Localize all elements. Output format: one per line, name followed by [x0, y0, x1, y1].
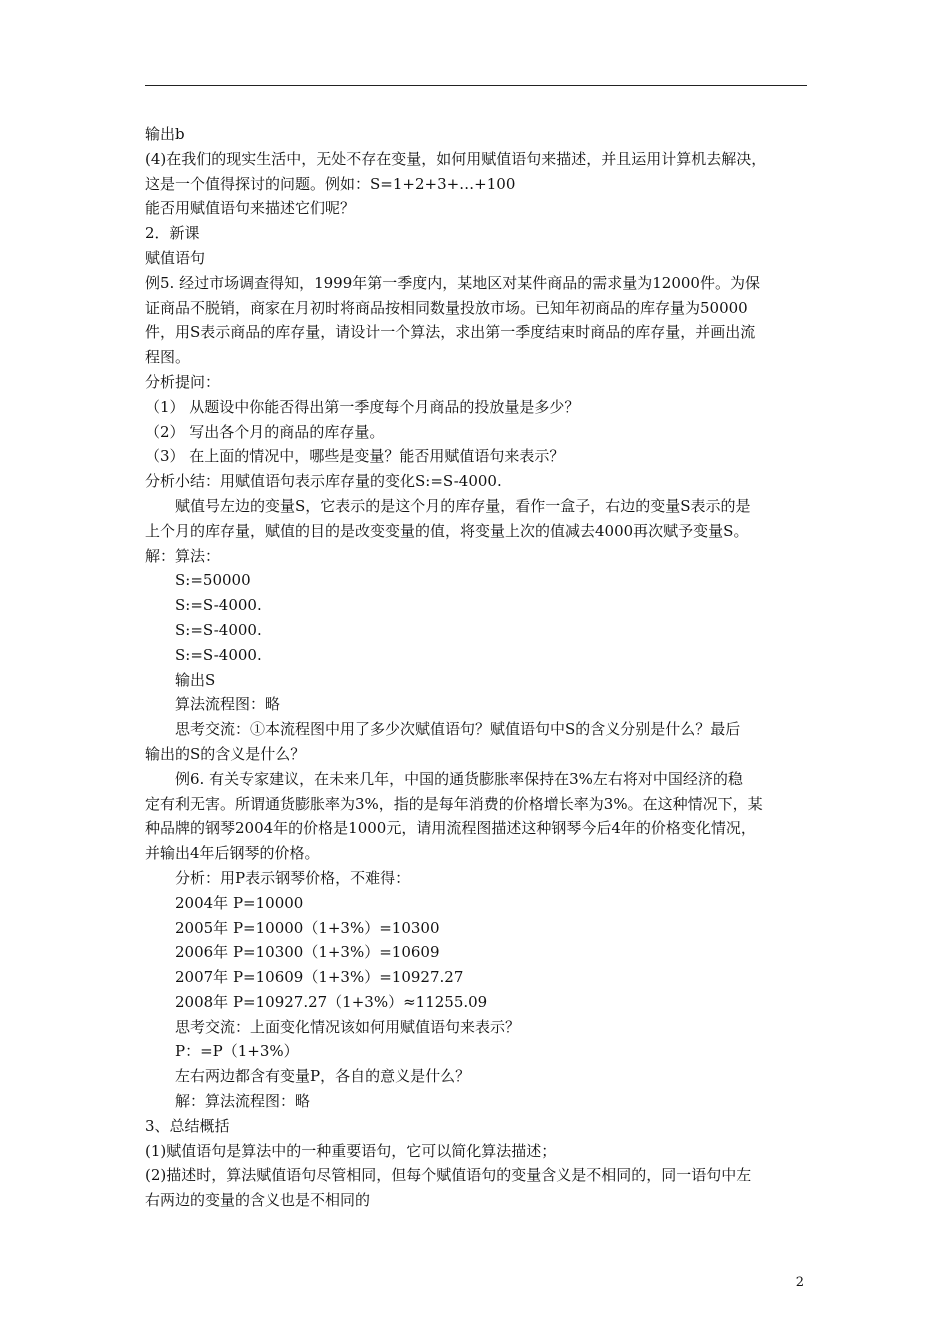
text-line: 赋值号左边的变量S，它表示的是这个月的库存量，看作一盒子，右边的变量S表示的是 — [175, 496, 751, 515]
text-line: 2005年 P=10000（1+3%）=10300 — [175, 918, 440, 937]
text-line: (1)赋值语句是算法中的一种重要语句，它可以简化算法描述； — [145, 1141, 557, 1160]
text-line: （3） 在上面的情况中，哪些是变量？能否用赋值语句来表示？ — [145, 447, 565, 466]
text-line: S:=S-4000. — [175, 645, 262, 664]
text-line: 输出S — [175, 670, 216, 689]
text-line: 2008年 P=10927.27（1+3%）≈11255.09 — [175, 992, 488, 1011]
text-line: 种品牌的钢琴2004年的价格是1000元，请用流程图描述这种钢琴今后4年的价格变化情况， — [145, 819, 756, 838]
text-line: S:=50000 — [175, 571, 251, 590]
text-line: 右两边的变量的含义也是不相同的 — [145, 1191, 371, 1210]
document-body — [145, 122, 815, 1213]
text-line: （2） 写出各个月的商品的库存量。 — [145, 422, 385, 441]
text-line: 分析提问： — [145, 372, 221, 391]
text-line: 算法流程图：略 — [175, 695, 281, 714]
text-line: 能否用赋值语句来描述它们呢？ — [145, 199, 356, 218]
text-line: 程图。 — [145, 348, 191, 367]
text-line: 2004年 P=10000 — [175, 893, 304, 912]
text-line: 2006年 P=10300（1+3%）=10609 — [175, 943, 440, 962]
text-line: 解：算法： — [145, 546, 221, 565]
text-line: 例6. 有关专家建议，在未来几年，中国的通货膨胀率保持在3%左右将对中国经济的稳 — [175, 769, 743, 788]
text-line: (2)描述时，算法赋值语句尽管相同，但每个赋值语句的变量含义是不相同的，同一语句中左 — [145, 1166, 752, 1185]
text-line: 件，用S表示商品的库存量，请设计一个算法，求出第一季度结束时商品的库存量，并画出流 — [145, 323, 756, 342]
text-line: 证商品不脱销，商家在月初时将商品按相同数量投放市场。已知年初商品的库存量为50000 — [145, 298, 748, 317]
text-line: P：=P（1+3%） — [175, 1042, 299, 1061]
text-line: (4)在我们的现实生活中，无处不存在变量，如何用赋值语句来描述，并且运用计算机去解决， — [145, 149, 767, 168]
text-line: 分析小结：用赋值语句表示库存量的变化S:=S-4000. — [145, 472, 502, 491]
text-line: （1） 从题设中你能否得出第一季度每个月商品的投放量是多少？ — [145, 397, 580, 416]
text-line: 分析：用P表示钢琴价格，不难得： — [175, 868, 411, 887]
text-line: 3、总结概括 — [145, 1116, 230, 1135]
text-line: 这是一个值得探讨的问题。例如：S=1+2+3+…+100 — [145, 174, 516, 193]
text-line: S:=S-4000. — [175, 620, 262, 639]
page-number: 2 — [795, 1275, 804, 1290]
text-line: 左右两边都含有变量P，各自的意义是什么？ — [175, 1067, 471, 1086]
text-line: 输出的S的含义是什么？ — [145, 744, 306, 763]
text-line: 并输出4年后钢琴的价格。 — [145, 844, 320, 863]
text-line: 定有利无害。所谓通货膨胀率为3%，指的是每年消费的价格增长率为3%。在这种情况下，某 — [145, 794, 763, 813]
text-line: 上个月的库存量，赋值的目的是改变变量的值，将变量上次的值减去4000再次赋予变量S。 — [145, 521, 749, 540]
text-line: 输出b — [145, 125, 185, 143]
text-line: 赋值语句 — [145, 248, 206, 267]
text-line: 思考交流：①本流程图中用了多少次赋值语句？赋值语句中S的含义分别是什么？最后 — [175, 720, 741, 739]
header-rule — [145, 85, 807, 86]
text-line: 解：算法流程图：略 — [175, 1092, 311, 1111]
text-line: 思考交流：上面变化情况该如何用赋值语句来表示？ — [175, 1017, 521, 1036]
text-line: 2007年 P=10609（1+3%）=10927.27 — [175, 968, 464, 987]
text-line: 2．新课 — [145, 224, 200, 243]
text-line: S:=S-4000. — [175, 596, 262, 615]
text-line: 例5. 经过市场调查得知，1999年第一季度内，某地区对某件商品的需求量为12000件。为保 — [145, 273, 760, 292]
